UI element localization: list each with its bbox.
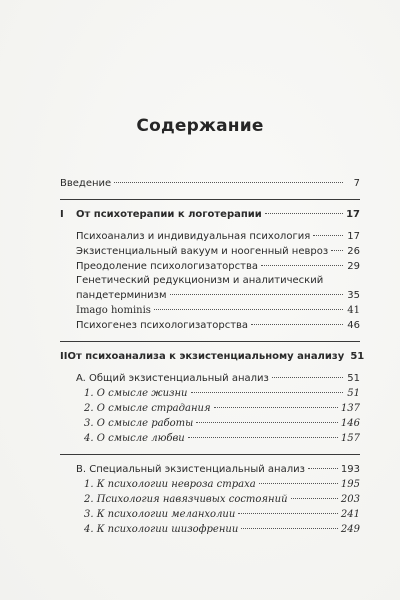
dot-leader — [265, 213, 343, 214]
toc-entry — [60, 288, 360, 303]
toc-section-label: A. Общий экзистенциальный анализ — [76, 373, 269, 384]
toc-entry-label: 1. О смысле жизни — [84, 388, 188, 399]
toc-page-number: 51 — [350, 351, 365, 362]
toc-part-label: От психотерапии к логотерапии — [76, 209, 262, 220]
toc-entry — [60, 386, 360, 401]
part-number: I — [60, 209, 64, 220]
dot-leader — [191, 392, 344, 393]
spacer — [60, 222, 360, 229]
toc-entry-label: 4. О смысле любви — [84, 433, 185, 444]
toc-page-number: 26 — [347, 246, 360, 257]
toc-page-number: 29 — [347, 261, 360, 272]
toc-page-number: 193 — [340, 464, 360, 475]
dot-leader — [238, 513, 338, 514]
toc-entry-label: 3. О смысле работы — [84, 418, 194, 429]
toc-entry-label: 2. Психология навязчивых состояний — [84, 494, 288, 505]
dot-leader — [261, 265, 343, 266]
toc-entry-label: 3. К психологии меланхолии — [84, 509, 236, 520]
toc-part-2 — [60, 349, 365, 364]
dot-leader — [291, 498, 338, 499]
toc-page-number: 249 — [340, 524, 360, 535]
toc-section-label: B. Специальный экзистенциальный анализ — [76, 464, 305, 475]
spacer — [60, 364, 360, 371]
dot-leader — [313, 235, 343, 236]
toc-entry-label: 1. К психологии невроза страха — [84, 479, 256, 490]
page-title: Содержание — [136, 116, 264, 136]
toc-entry-label: Психогенез психологизаторства — [76, 320, 249, 331]
toc-entry-label: Экзистенциальный вакуум и ноогенный невроз — [76, 246, 329, 257]
dot-leader — [196, 422, 338, 423]
toc-entry-label: Психоанализ и индивидуальная психология — [76, 231, 311, 242]
dot-leader — [154, 309, 343, 310]
toc-page-number: 7 — [353, 178, 360, 189]
dot-leader — [188, 437, 338, 438]
dot-leader — [259, 483, 338, 484]
toc-part-label: От психоанализа к экзистенциальному анализу — [67, 351, 345, 362]
toc-section-b — [60, 462, 360, 477]
toc-entry — [60, 522, 360, 537]
toc-entry — [60, 431, 360, 446]
toc-entry-label-line1: Генетический редукционизм и аналитический — [76, 275, 324, 286]
toc-page-number: 46 — [347, 320, 360, 331]
dot-leader — [308, 468, 338, 469]
toc-entry-label: Преодоление психологизаторства — [76, 261, 258, 272]
divider — [60, 341, 360, 342]
dot-leader — [170, 294, 343, 295]
toc-section-a — [60, 371, 360, 386]
toc-entry — [60, 229, 360, 244]
toc-page-number: 195 — [340, 479, 360, 490]
toc-entry-label-line2: пандетерминизм — [76, 290, 167, 301]
divider — [60, 454, 360, 455]
divider — [60, 199, 360, 200]
dot-leader — [331, 250, 343, 251]
dot-leader — [114, 182, 343, 183]
toc-entry — [60, 492, 360, 507]
toc-entry-label: 4. К психологии шизофрении — [84, 524, 239, 535]
toc-entry — [60, 303, 360, 318]
toc-entry — [60, 259, 360, 274]
toc-page-number: 17 — [346, 209, 360, 220]
toc-part-1 — [60, 207, 360, 222]
toc-page-number: 157 — [340, 433, 360, 444]
toc-page-number: 41 — [347, 305, 360, 316]
toc-entry — [60, 477, 360, 492]
part-number: II — [60, 351, 68, 362]
toc-entry-label: 2. О смысле страдания — [84, 403, 211, 414]
toc-page-number: 241 — [340, 509, 360, 520]
toc-entry-intro — [60, 176, 360, 191]
toc-entry-label: Введение — [60, 178, 112, 189]
toc-page-number: 51 — [347, 373, 360, 384]
dot-leader — [251, 324, 343, 325]
dot-leader — [214, 407, 338, 408]
toc-page-number: 137 — [340, 403, 360, 414]
toc-entry-label: Imago hominis — [76, 305, 151, 316]
toc-entry — [60, 416, 360, 431]
toc-page-number: 203 — [340, 494, 360, 505]
toc-entry — [60, 507, 360, 522]
table-of-contents — [60, 176, 365, 537]
dot-leader — [272, 377, 343, 378]
toc-entry — [60, 401, 360, 416]
toc-page-number: 146 — [340, 418, 360, 429]
toc-entry — [60, 318, 360, 333]
toc-page-number: 51 — [347, 388, 360, 399]
toc-entry — [60, 244, 360, 259]
dot-leader — [241, 528, 338, 529]
toc-page-number: 35 — [347, 290, 360, 301]
toc-page-number: 17 — [347, 231, 360, 242]
